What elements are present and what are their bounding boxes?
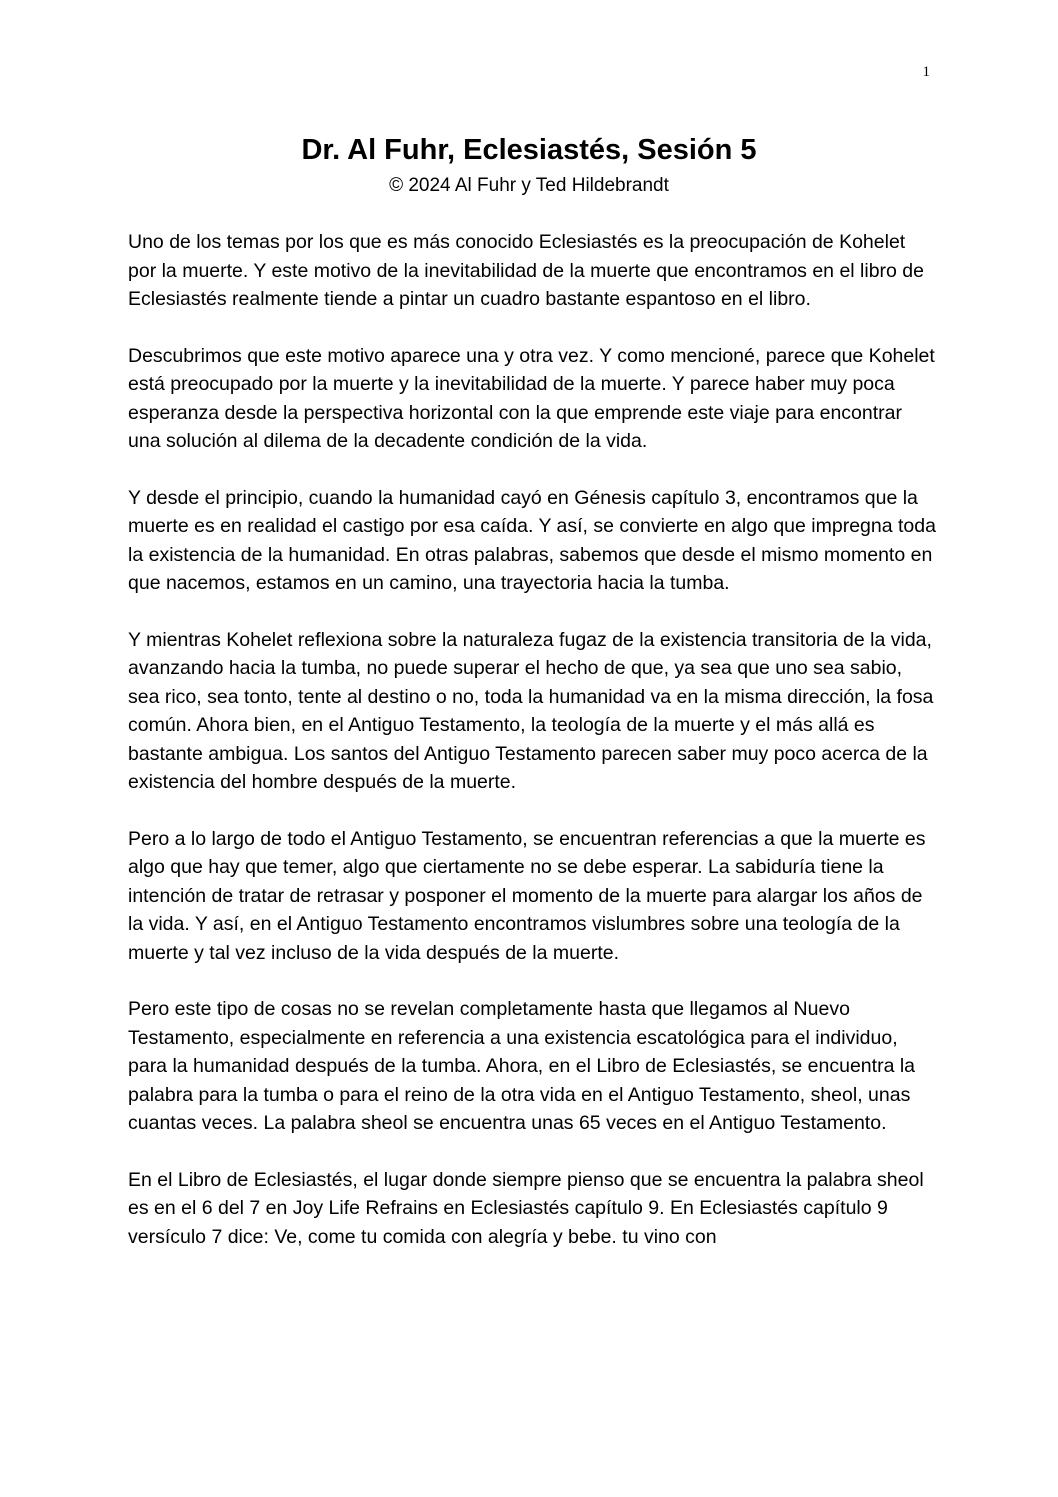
paragraph: Y mientras Kohelet reflexiona sobre la naturaleza fugaz de la existencia transitoria de la vida, avanzando hacia la tumba, no puede superar el hecho de que, ya sea que uno sea sabio, sea rico, sea tonto, tente al destino o no, toda la humanidad va en la misma dirección, la fosa común. Ahora bien, en el Antiguo Testamento, la teología de la muerte y el más allá es bastante ambigua. Los santos del Antiguo Testamento parecen saber muy poco acerca de la existencia del hombre después de la muerte.	[128, 628, 934, 793]
paragraph: Pero a lo largo de todo el Antiguo Testamento, se encuentran referencias a que la muerte es algo que hay que temer, algo que ciertamente no se debe esperar. La sabiduría tiene la intención de tratar de retrasar y posponer el momento de la muerte para alargar los años de la vida. Y así, en el Antiguo Testamento encontramos vislumbres sobre una teología de la muerte y tal vez incluso de la vida después de la muerte.	[128, 827, 926, 964]
paragraph: Pero este tipo de cosas no se revelan completamente hasta que llegamos al Nuevo Testamento, especialmente en referencia a una existencia escatológica para el individuo, para la humanidad después de la tumba. Ahora, en el Libro de Eclesiastés, se encuentra la palabra para la tumba o para el reino de la otra vida en el Antiguo Testamento, sheol, unas cuantas veces. La palabra sheol se encuentra unas 65 veces en el Antiguo Testamento.	[128, 998, 916, 1134]
document-title: Dr. Al Fuhr, Eclesiastés, Sesión 5	[301, 134, 757, 166]
paragraph: Uno de los temas por los que es más conocido Eclesiastés es la preocupación de Kohelet por la muerte. Y este motivo de la inevitabilidad de la muerte que encontramos en el libro de Eclesiastés realmente tiende a pintar un cuadro bastante espantoso en el libro.	[128, 231, 924, 310]
paragraph: Descubrimos que este motivo aparece una y otra vez. Y como mencioné, parece que Kohelet está preocupado por la muerte y la inevitabilidad de la muerte. Y parece haber muy poca esperanza desde la perspectiva horizontal con la que emprende este viaje para encontrar una solución al dilema de la decadente condición de la vida.	[128, 344, 935, 452]
copyright-line: © 2024 Al Fuhr y Ted Hildebrandt	[389, 175, 669, 196]
paragraph: Y desde el principio, cuando la humanidad cayó en Génesis capítulo 3, encontramos que la muerte es en realidad el castigo por esa caída. Y así, se convierte en algo que impregna toda la existencia de la humanidad. En otras palabras, sabemos que desde el mismo momento en que nacemos, estamos en un camino, una trayectoria hacia la tumba.	[128, 486, 936, 594]
paragraph: En el Libro de Eclesiastés, el lugar donde siempre pienso que se encuentra la palabra sheol es en el 6 del 7 en Joy Life Refrains en Eclesiastés capítulo 9. En Eclesiastés capítulo 9 versículo 7 dice: Ve, come tu comida con alegría y bebe. tu vino con	[128, 1168, 924, 1248]
document-body	[128, 228, 938, 1279]
document-header	[0, 128, 1058, 200]
page-number: 1	[922, 64, 930, 80]
